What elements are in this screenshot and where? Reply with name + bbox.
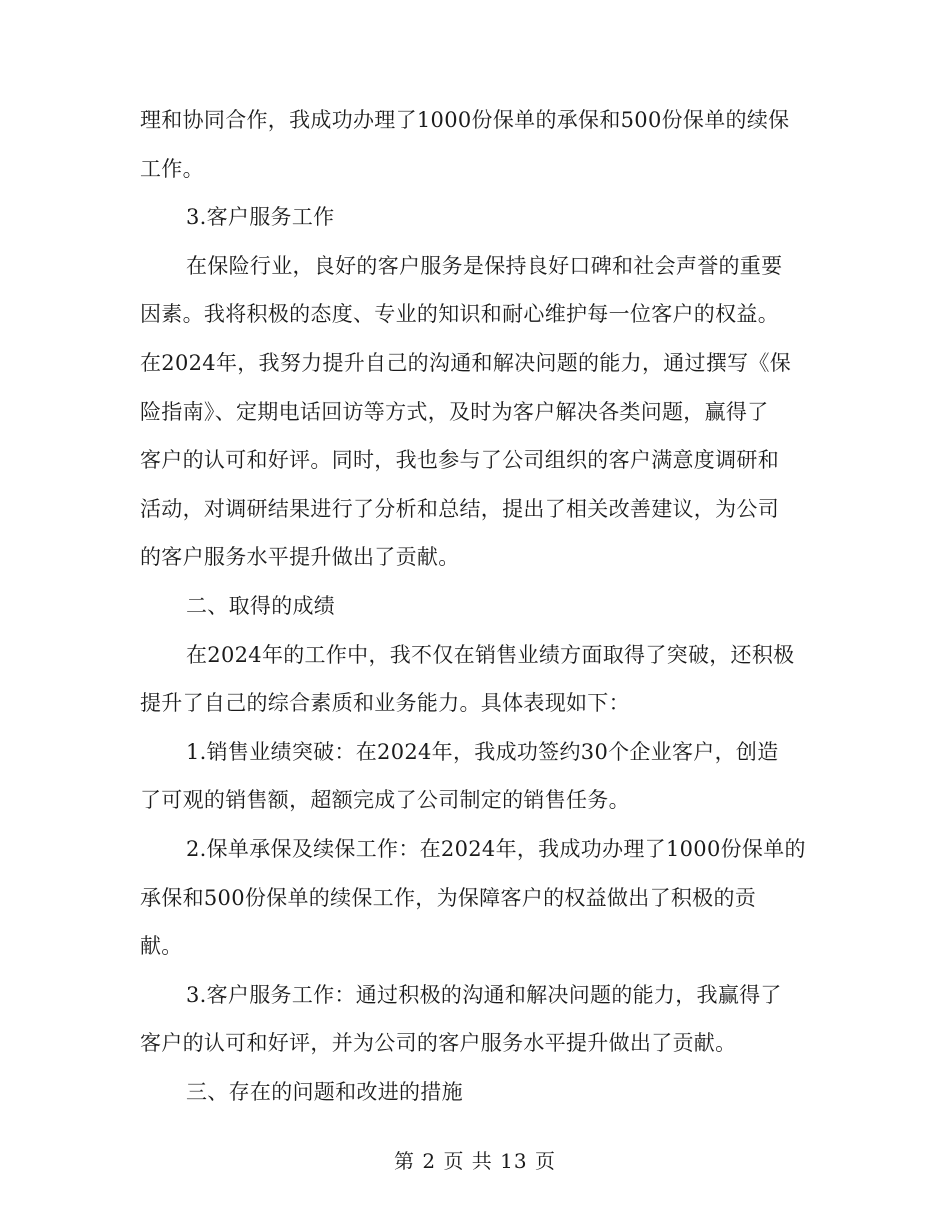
text-line: 在2024年，我努力提升自己的沟通和解决问题的能力，通过撰写《保 — [140, 350, 792, 375]
section-heading: 三、存在的问题和改进的措施 — [186, 1079, 463, 1104]
text-line: 活动，对调研结果进行了分析和总结，提出了相关改善建议，为公司 — [140, 496, 779, 521]
text-line: 客户的认可和好评，并为公司的客户服务水平提升做出了贡献。 — [140, 1031, 737, 1056]
text-line: 在保险行业，良好的客户服务是保持良好口碑和社会声誉的重要 — [186, 253, 783, 278]
text-line: 1.销售业绩突破：在2024年，我成功签约30个企业客户，创造 — [186, 739, 779, 764]
text-line: 因素。我将积极的态度、专业的知识和耐心维护每一位客户的权益。 — [140, 302, 779, 327]
text-line: 客户的认可和好评。同时，我也参与了公司组织的客户满意度调研和 — [140, 448, 779, 473]
text-line: 的客户服务水平提升做出了贡献。 — [140, 545, 460, 570]
text-line: 献。 — [140, 934, 183, 959]
section-heading: 二、取得的成绩 — [186, 593, 336, 618]
text-line: 在2024年的工作中，我不仅在销售业绩方面取得了突破，还积极 — [186, 642, 795, 667]
text-line: 承保和500份保单的续保工作，为保障客户的权益做出了积极的贡 — [140, 885, 757, 910]
text-line: 了可观的销售额，超额完成了公司制定的销售任务。 — [140, 788, 630, 813]
text-line: 险指南》、定期电话回访等方式，及时为客户解决各类问题，赢得了 — [140, 399, 769, 424]
text-line: 理和协同合作，我成功办理了1000份保单的承保和500份保单的续保 — [140, 108, 790, 132]
text-line: 3.客户服务工作：通过积极的沟通和解决问题的能力，我赢得了 — [186, 982, 782, 1007]
section-heading: 3.客户服务工作 — [186, 205, 335, 230]
text-line: 提升了自己的综合素质和业务能力。具体表现如下： — [140, 691, 630, 716]
page-number-footer: 第 2 页 共 13 页 — [394, 1149, 556, 1173]
text-line: 2.保单承保及续保工作：在2024年，我成功办理了1000份保单的 — [186, 836, 806, 861]
text-line: 工作。 — [140, 156, 204, 181]
body-text — [140, 96, 820, 1116]
